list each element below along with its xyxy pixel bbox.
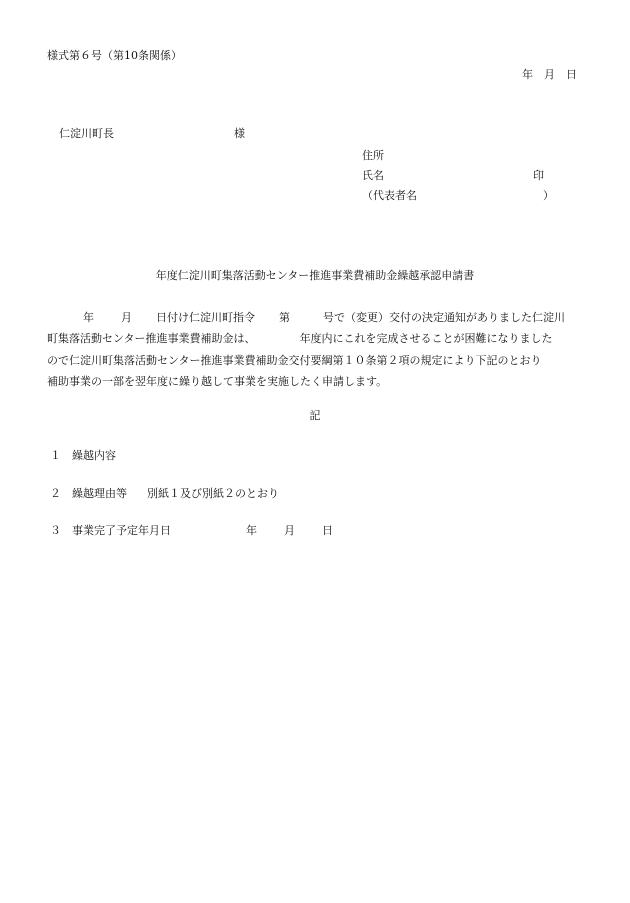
seal-mark: 印 xyxy=(533,169,544,182)
body-line-2 xyxy=(47,328,587,349)
item-carryover-reason xyxy=(50,488,279,499)
applicant-name-label: 氏名 xyxy=(362,169,384,182)
body-year: 年 xyxy=(83,311,94,324)
body-line-2-rest: 年度内にこれを完成させることが困難になりました xyxy=(299,332,553,346)
body-line-2-start: 町集落活動センター推進事業費補助金は、 xyxy=(47,332,256,346)
addressee: 仁淀川町長 xyxy=(59,127,114,140)
ki-heading: 記 xyxy=(309,409,321,422)
item-label: 事業完了予定年月日 xyxy=(72,524,171,537)
body-line-3: ので仁淀川町集落活動センター推進事業費補助金交付要綱第１０条第２項の規定により下記のとおり xyxy=(47,353,542,367)
completion-day: 日 xyxy=(322,524,333,537)
date-line: 年 月 日 xyxy=(522,68,577,81)
representative-close: ） xyxy=(543,189,554,202)
completion-year: 年 xyxy=(246,524,257,537)
item-label: 繰越理由等 xyxy=(72,487,127,500)
item-label: 繰越内容 xyxy=(72,449,116,462)
honorific: 様 xyxy=(234,127,245,140)
body-directive: 日付け仁淀川町指令 xyxy=(156,311,255,324)
document-title: 年度仁淀川町集落活動センター推進事業費補助金繰越承認申請書 xyxy=(155,269,475,282)
body-number-prefix: 第 xyxy=(279,311,290,324)
body-line-4: 補助事業の一部を翌年度に繰り越して事業を実施したく申請します。 xyxy=(47,374,388,388)
item-value: 別紙１及び別紙２のとおり xyxy=(147,487,279,500)
form-number: 様式第６号（第10条関係） xyxy=(47,49,182,62)
representative-label: （代表者名 xyxy=(362,189,417,202)
body-month: 月 xyxy=(121,311,132,324)
item-number: ３ xyxy=(50,524,61,537)
body-line-1 xyxy=(47,307,587,328)
item-carryover-content xyxy=(50,450,116,461)
completion-month: 月 xyxy=(284,524,295,537)
item-number: ２ xyxy=(50,487,61,500)
applicant-address-label: 住所 xyxy=(362,149,384,162)
item-completion-date xyxy=(50,525,333,536)
body-line-1-rest: 号で（変更）交付の決定通知がありました仁淀川 xyxy=(323,311,565,324)
body-paragraph xyxy=(47,307,587,392)
item-number: １ xyxy=(50,449,61,462)
